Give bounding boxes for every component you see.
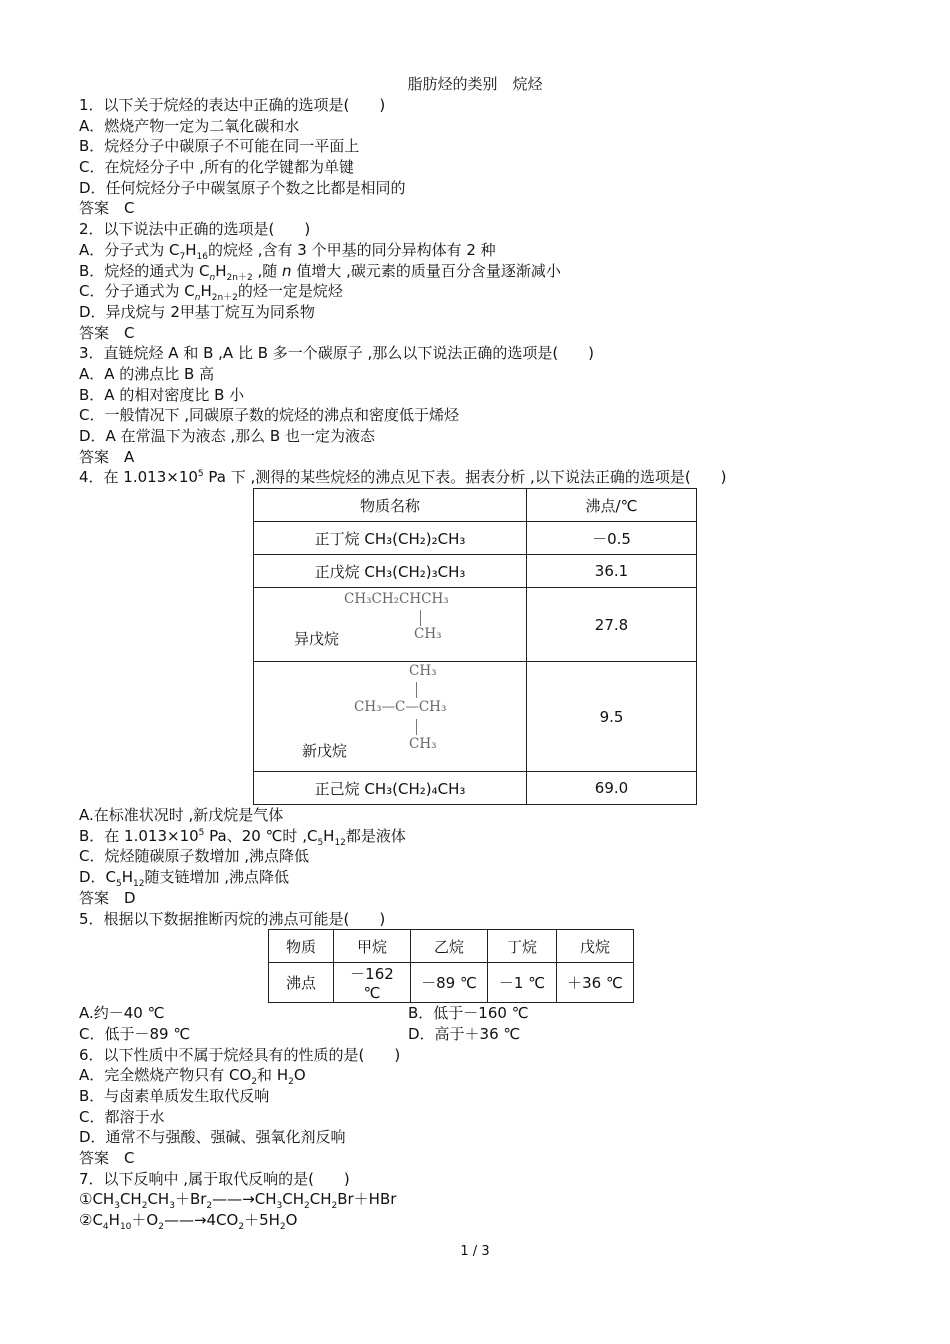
table-row — [254, 588, 697, 662]
q4-option-a: A.在标准状况时 ,新戊烷是气体 — [79, 806, 284, 825]
q4-option-d: D．$C_5H_{12}$随支链增加 ,沸点降低 — [79, 868, 290, 890]
q4-stem: 4．在 $1.013\times 10^5$ Pa 下 ,测得的某些烷烃的沸点见下表。据表分析 ,以下说法正确的选项是( ) — [79, 468, 727, 487]
table-cell-name: 正己烷 CH₃(CH₂)₄CH₃ — [254, 772, 527, 805]
q5-option-d: D．高于＋36 ℃ — [408, 1024, 521, 1043]
table-cell-bp: －0.5 — [527, 522, 697, 555]
isopentane-label: 异戊烷 — [294, 630, 340, 649]
table-cell: 丁烷 — [488, 930, 557, 963]
q2-option-c: C．分子通式为 $C_nH_{2n+2}$的烃一定是烷烃 — [79, 282, 343, 304]
bond-line — [416, 719, 417, 735]
table-row — [269, 930, 634, 963]
table-cell: 乙烷 — [411, 930, 488, 963]
table-cell: 戊烷 — [557, 930, 634, 963]
q3-option-c: C．一般情况下 ,同碳原子数的烷烃的沸点和密度低于烯烃 — [79, 406, 460, 425]
q1-answer: 答案 C — [79, 199, 135, 218]
q2-stem: 2．以下说法中正确的选项是( ) — [79, 220, 311, 239]
table-row — [269, 963, 634, 1003]
table-cell: ＋36 ℃ — [557, 963, 634, 1003]
isopentane-branch: CH₃ — [414, 626, 442, 643]
neopentane-top: CH₃ — [409, 663, 437, 680]
neopentane-main-chain: CH₃—C—CH₃ — [354, 699, 447, 716]
q1-option-c: C．在烷烃分子中 ,所有的化学键都为单键 — [79, 158, 355, 177]
table-cell: －89 ℃ — [411, 963, 488, 1003]
q6-option-b: B．与卤素单质发生取代反响 — [79, 1086, 270, 1105]
q7-reaction-1: $①CH_3CH_2CH_3+Br_2——\to CH_3CH_2CH_2Br+HBr$ — [79, 1190, 397, 1212]
q5-options-row-1 — [79, 1003, 879, 1024]
q6-answer: 答案 C — [79, 1149, 135, 1167]
q1-option-a: A．燃烧产物一定为二氧化碳和水 — [79, 116, 300, 135]
table-row — [254, 522, 697, 555]
q2-option-b: B．烷烃的通式为 $C_nH_{2n+2}$ ,随 n 值增大 ,碳元素的质量百分含量逐渐减小 — [79, 261, 561, 283]
table-row — [254, 662, 697, 772]
q1-option-b: B．烷烃分子中碳原子不可能在同一平面上 — [79, 137, 360, 156]
content — [79, 95, 879, 1231]
q1-option-d: D．任何烷烃分子中碳氢原子个数之比都是相同的 — [79, 178, 406, 197]
q6-option-a: A．完全燃烧产物只有 $CO_2$和 $H_2O$ — [79, 1066, 306, 1088]
q6-stem: 6．以下性质中不属于烷烃具有的性质的是( ) — [79, 1045, 401, 1064]
table-cell-bp: 36.1 — [527, 555, 697, 588]
q2-option-d: D．异戊烷与 2甲基丁烷互为同系物 — [79, 302, 315, 321]
boiling-point-table — [253, 488, 697, 805]
q3-answer: 答案 A — [79, 447, 135, 466]
table-cell-bp: 69.0 — [527, 772, 697, 805]
q3-stem: 3．直链烷烃 A 和 B ,A 比 B 多一个碳原子 ,那么以下说法正确的选项是( ) — [79, 344, 595, 363]
q1-stem: 1．以下关于烷烃的表达中正确的选项是( ) — [79, 96, 386, 114]
table-cell: －1 ℃ — [488, 963, 557, 1003]
q4-option-c: C．烷烃随碳原子数增加 ,沸点降低 — [79, 847, 310, 866]
q3-option-a: A．A 的沸点比 B 高 — [79, 364, 215, 383]
neopentane-bottom: CH₃ — [409, 736, 437, 753]
q5-stem: 5．根据以下数据推断丙烷的沸点可能是( ) — [79, 909, 386, 928]
table-cell: 物质 — [269, 930, 334, 963]
q6-option-d: D．通常不与强酸、强碱、强氧化剂反响 — [79, 1128, 346, 1147]
q3-option-d: D．A 在常温下为液态 ,那么 B 也一定为液态 — [79, 427, 375, 445]
table-row — [254, 772, 697, 805]
table-header-bp: 沸点/℃ — [527, 489, 697, 522]
q5-options-row-2 — [79, 1024, 879, 1045]
table-cell-bp: 27.8 — [527, 588, 697, 662]
q5-data-table — [268, 929, 634, 1003]
table-header-name: 物质名称 — [254, 489, 527, 522]
bond-line — [420, 610, 421, 626]
q3-option-b: B．A 的相对密度比 B 小 — [79, 385, 245, 404]
table-cell-name: 正丁烷 CH₃(CH₂)₂CH₃ — [254, 522, 527, 555]
q7-stem: 7．以下反响中 ,属于取代反响的是( ) — [79, 1169, 350, 1188]
table-cell-isopentane — [254, 588, 527, 662]
q5-option-a: A.约－40 ℃ — [79, 1004, 165, 1023]
table-row — [254, 555, 697, 588]
table-cell: 沸点 — [269, 963, 334, 1003]
q2-option-a: A．分子式为 $C_7H_{16}$的烷烃 ,含有 3 个甲基的同分异构体有 2 种 — [79, 240, 496, 262]
table-cell-neopentane — [254, 662, 527, 772]
q7-reaction-2: $②C_4H_{10}+O_2——\to 4CO_2+5H_2O$ — [79, 1211, 298, 1233]
q5-option-b: B．低于－160 ℃ — [408, 1004, 529, 1023]
page-number: 1 / 3 — [460, 1244, 490, 1259]
page-title: 脂肪烃的类别 烷烃 — [407, 75, 543, 93]
q4-option-b: B．在 $1.013\times 10^5$ Pa、20 ℃时 $,C_5H_{12}$都是液体 — [79, 826, 406, 848]
table-cell-bp: 9.5 — [527, 662, 697, 772]
table-cell: －162 ℃ — [334, 963, 411, 1003]
table-cell-name: 正戊烷 CH₃(CH₂)₃CH₃ — [254, 555, 527, 588]
bond-line — [416, 682, 417, 698]
q2-answer: 答案 C — [79, 323, 135, 342]
isopentane-main-chain: CH₃CH₂CHCH₃ — [344, 591, 449, 608]
table-row — [254, 489, 697, 522]
table-cell: 甲烷 — [334, 930, 411, 963]
q4-answer: 答案 D — [79, 888, 136, 907]
q5-option-c: C．低于－89 ℃ — [79, 1024, 191, 1043]
q6-option-c: C．都溶于水 — [79, 1107, 165, 1126]
neopentane-label: 新戊烷 — [302, 742, 348, 761]
